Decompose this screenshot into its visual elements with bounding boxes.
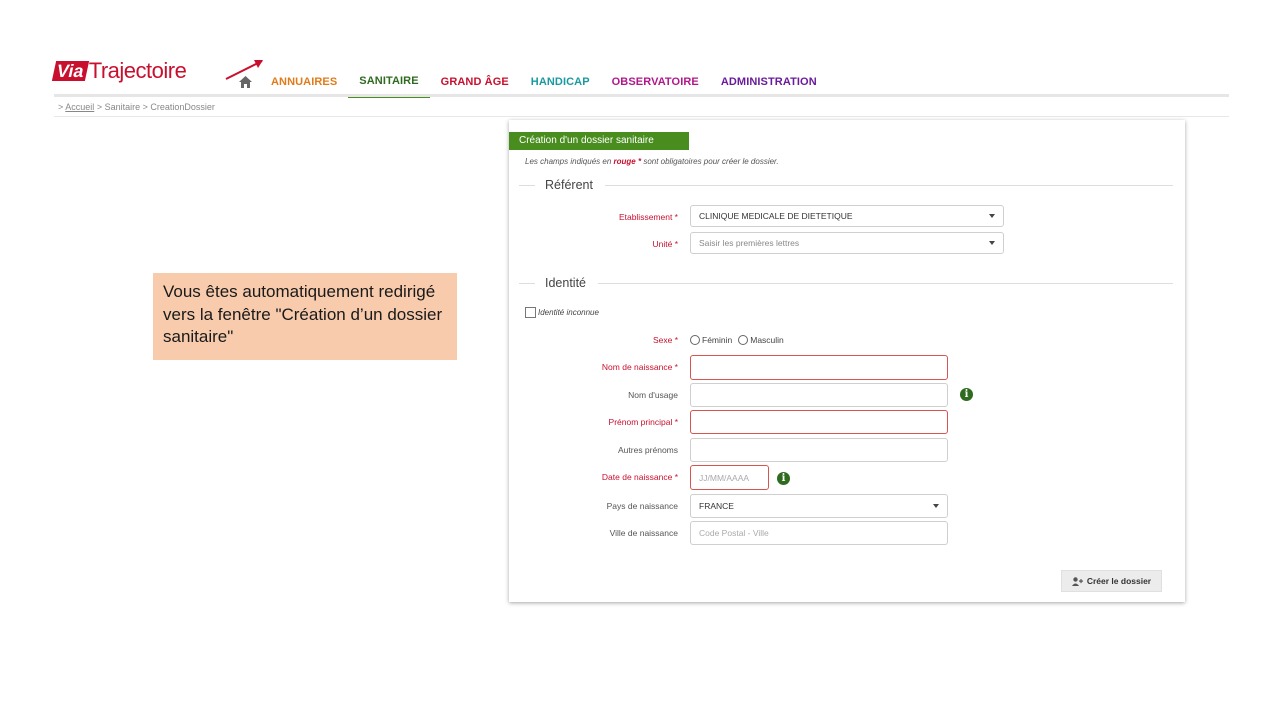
sexe-masculin-option[interactable] xyxy=(738,335,784,345)
note-before: Les champs indiqués en xyxy=(525,157,612,166)
nav-sanitaire[interactable]: SANITAIRE xyxy=(348,66,429,98)
nav-administration[interactable]: ADMINISTRATION xyxy=(720,76,817,88)
etablissement-label: Etablissement * xyxy=(618,212,678,222)
nom-naissance-input[interactable] xyxy=(690,355,948,380)
ville-naissance-label: Ville de naissance xyxy=(609,528,678,538)
breadcrumb xyxy=(58,102,215,112)
etablissement-select[interactable] xyxy=(690,205,1004,227)
breadcrumb-home-link[interactable]: Accueil xyxy=(65,102,95,112)
referent-legend xyxy=(519,177,1173,193)
ville-naissance-input[interactable] xyxy=(690,521,948,545)
identite-legend xyxy=(519,275,1173,291)
sexe-label: Sexe * xyxy=(652,335,678,345)
legend-rule xyxy=(598,283,1173,284)
sexe-radio-group xyxy=(690,328,790,352)
autres-prenoms-input[interactable] xyxy=(690,438,948,462)
nom-naissance-label: Nom de naissance * xyxy=(601,362,678,372)
unite-placeholder: Saisir les premières lettres xyxy=(699,238,800,248)
logo-via-text: Via xyxy=(52,61,89,81)
nav-annuaires[interactable]: ANNUAIRES xyxy=(271,76,338,88)
creer-dossier-button[interactable] xyxy=(1061,570,1162,592)
nom-usage-row xyxy=(509,383,1185,407)
date-naissance-label: Date de naissance * xyxy=(601,472,678,482)
date-naissance-input[interactable] xyxy=(690,465,769,490)
unite-label: Unité * xyxy=(652,239,678,249)
autres-prenoms-label: Autres prénoms xyxy=(618,445,678,455)
pays-naissance-select[interactable] xyxy=(690,494,948,518)
panel-title: Création d'un dossier sanitaire xyxy=(509,132,689,150)
instruction-callout: Vous êtes automatiquement redirigé vers la fenêtre "Création d’un dossier sanitaire" xyxy=(153,273,457,360)
etablissement-value: CLINIQUE MEDICALE DE DIETETIQUE xyxy=(699,211,853,221)
creer-dossier-label: Créer le dossier xyxy=(1086,576,1152,586)
prenom-label: Prénom principal * xyxy=(608,417,678,427)
referent-legend-text: Référent xyxy=(545,178,593,192)
note-after: sont obligatoires pour créer le dossier. xyxy=(643,157,779,166)
nom-usage-input[interactable] xyxy=(690,383,948,407)
ville-naissance-row xyxy=(509,521,1185,545)
autres-prenoms-row xyxy=(509,438,1185,462)
masculin-radio[interactable] xyxy=(738,335,748,345)
feminin-radio[interactable] xyxy=(690,335,700,345)
legend-dash xyxy=(519,185,535,186)
creation-dossier-panel xyxy=(509,120,1185,602)
feminin-label: Féminin xyxy=(702,335,733,345)
etablissement-row xyxy=(509,205,1185,229)
nav-handicap[interactable]: HANDICAP xyxy=(530,76,590,88)
chevron-down-icon xyxy=(989,241,995,245)
date-naissance-row xyxy=(509,465,1185,489)
pays-naissance-value: FRANCE xyxy=(699,501,734,511)
viatrajectoire-logo[interactable] xyxy=(54,55,186,87)
required-note xyxy=(525,157,779,166)
chevron-down-icon xyxy=(933,504,939,508)
nom-naissance-row xyxy=(509,355,1185,379)
pays-naissance-label: Pays de naissance xyxy=(606,501,678,511)
nom-usage-label: Nom d'usage xyxy=(628,390,678,400)
nav-observatoire[interactable]: OBSERVATOIRE xyxy=(611,76,699,88)
identite-inconnue-row[interactable] xyxy=(525,307,599,318)
pays-naissance-row xyxy=(509,494,1185,518)
add-user-icon xyxy=(1072,577,1083,586)
logo-trajectoire-text: Trajectoire xyxy=(88,58,187,83)
nav-divider xyxy=(54,94,1229,97)
sexe-row xyxy=(509,328,1185,352)
note-required: rouge * xyxy=(613,157,642,166)
nav-grand-age[interactable]: GRAND ÂGE xyxy=(440,76,509,88)
masculin-label: Masculin xyxy=(750,335,784,345)
info-icon[interactable]: i xyxy=(777,472,790,485)
legend-rule xyxy=(605,185,1173,186)
identite-legend-text: Identité xyxy=(545,276,587,290)
info-icon[interactable]: i xyxy=(960,388,973,401)
breadcrumb-divider xyxy=(54,116,1229,117)
sexe-feminin-option[interactable] xyxy=(690,335,732,345)
identite-inconnue-checkbox[interactable] xyxy=(525,307,536,318)
chevron-down-icon xyxy=(989,214,995,218)
prenom-row xyxy=(509,410,1185,434)
unite-select[interactable] xyxy=(690,232,1004,254)
identite-inconnue-label: Identité inconnue xyxy=(538,308,599,317)
prenom-input[interactable] xyxy=(690,410,948,434)
unite-row xyxy=(509,232,1185,256)
breadcrumb-sanitaire: > Sanitaire > xyxy=(96,102,148,112)
legend-dash xyxy=(519,283,535,284)
breadcrumb-current: CreationDossier xyxy=(150,102,215,112)
breadcrumb-prefix: > xyxy=(58,102,64,112)
